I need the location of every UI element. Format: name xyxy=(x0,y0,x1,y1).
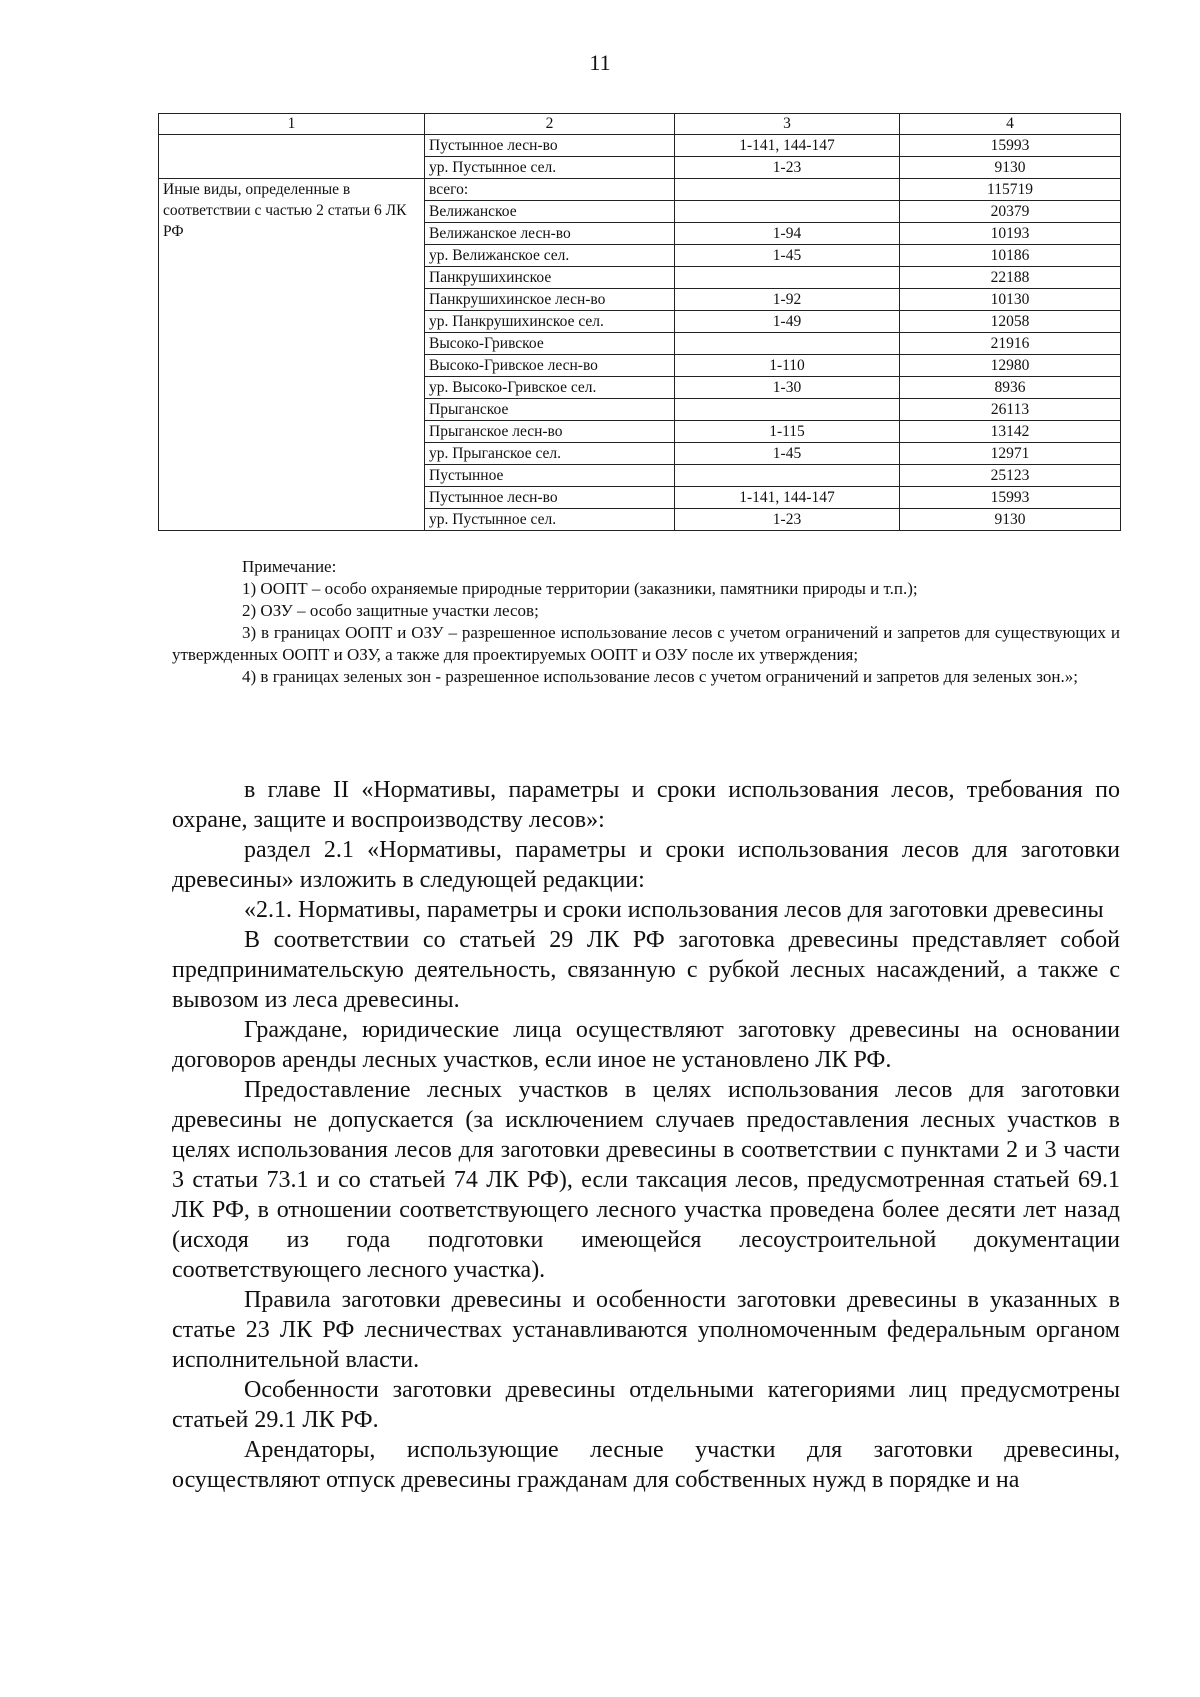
table-cell: 20379 xyxy=(900,201,1121,223)
table-category-cell: Иные виды, определенные в соответствии с частью 2 статьи 6 ЛК РФ xyxy=(159,179,425,531)
body-paragraph: В соответствии со статьей 29 ЛК РФ заготовка древесины представляет собой предпринимательскую деятельность, связанную с рубкой лесных насаждений, а также с вывозом из леса древесины. xyxy=(172,927,1120,1013)
notes-title: Примечание: xyxy=(242,557,337,576)
table-cell: Высоко-Гривское xyxy=(425,333,675,355)
table-cell: 10130 xyxy=(900,289,1121,311)
note-item: 1) ООПТ – особо охраняемые природные территории (заказники, памятники природы и т.п.); xyxy=(242,579,918,598)
body-text xyxy=(172,775,1120,1495)
notes-section xyxy=(172,556,1120,688)
table-cell: 1-45 xyxy=(675,443,900,465)
body-paragraph: в главе II «Нормативы, параметры и сроки использования лесов, требования по охране, защите и воспроизводству лесов»: xyxy=(172,777,1120,833)
section-heading: «2.1. Нормативы, параметры и сроки использования лесов для заготовки древесины xyxy=(244,897,1104,923)
table-cell: 1-141, 144-147 xyxy=(675,135,900,157)
body-paragraph: Арендаторы, использующие лесные участки для заготовки древесины, осуществляют отпуск древесины гражданам для собственных нужд в порядке и на xyxy=(172,1437,1120,1493)
table-cell: 1-110 xyxy=(675,355,900,377)
table-cell: ур. Пустынное сел. xyxy=(425,509,675,531)
body-paragraph: раздел 2.1 «Нормативы, параметры и сроки использования лесов для заготовки древесины» изложить в следующей редакции: xyxy=(172,837,1120,893)
table-header-cell: 1 xyxy=(159,114,425,135)
table-cell: 21916 xyxy=(900,333,1121,355)
table-cell: ур. Велижанское сел. xyxy=(425,245,675,267)
table-cell: 12971 xyxy=(900,443,1121,465)
body-paragraph: Правила заготовки древесины и особенности заготовки древесины в указанных в статье 23 ЛК РФ лесничествах устанавливаются уполномоченным федеральным органом исполнительной власти. xyxy=(172,1287,1120,1373)
table-cell: ур. Прыганское сел. xyxy=(425,443,675,465)
table-cell: 1-92 xyxy=(675,289,900,311)
table-cell: 1-30 xyxy=(675,377,900,399)
table-cell: Панкрушихинское лесн-во xyxy=(425,289,675,311)
table-empty-cell xyxy=(159,135,425,179)
table-cell: 13142 xyxy=(900,421,1121,443)
table-cell: ур. Панкрушихинское сел. xyxy=(425,311,675,333)
table-header-row xyxy=(159,114,1121,135)
note-item: 3) в границах ООПТ и ОЗУ – разрешенное использование лесов с учетом ограничений и запретов для существующих и утвержденных ООПТ и ОЗУ, а также для проектируемых ООПТ и ОЗУ после их утверждения; xyxy=(172,623,1120,664)
table-cell: 10193 xyxy=(900,223,1121,245)
table-cell: 8936 xyxy=(900,377,1121,399)
table-cell xyxy=(675,267,900,289)
table-cell: Велижанское лесн-во xyxy=(425,223,675,245)
table-cell: 12980 xyxy=(900,355,1121,377)
table-cell: 9130 xyxy=(900,157,1121,179)
table-cell: 115719 xyxy=(900,179,1121,201)
page-number: 11 xyxy=(589,50,611,75)
table-cell: Прыганское xyxy=(425,399,675,421)
table-cell: Пустынное лесн-во xyxy=(425,487,675,509)
table-cell xyxy=(675,201,900,223)
forest-areas-table xyxy=(158,113,1121,531)
table-cell: 10186 xyxy=(900,245,1121,267)
table-cell: 26113 xyxy=(900,399,1121,421)
table-cell: Высоко-Гривское лесн-во xyxy=(425,355,675,377)
table-cell: 15993 xyxy=(900,135,1121,157)
table-cell: 22188 xyxy=(900,267,1121,289)
table-cell: 1-23 xyxy=(675,157,900,179)
table-cell: ур. Высоко-Гривское сел. xyxy=(425,377,675,399)
table-cell: 1-94 xyxy=(675,223,900,245)
table-cell: 1-141, 144-147 xyxy=(675,487,900,509)
table-cell: Велижанское xyxy=(425,201,675,223)
table-header-cell: 2 xyxy=(425,114,675,135)
table-cell xyxy=(675,333,900,355)
table-header-cell: 4 xyxy=(900,114,1121,135)
table-header-cell: 3 xyxy=(675,114,900,135)
table-cell xyxy=(675,465,900,487)
table-cell: 25123 xyxy=(900,465,1121,487)
table-cell: 1-115 xyxy=(675,421,900,443)
table-cell: Пустынное xyxy=(425,465,675,487)
body-paragraph: Предоставление лесных участков в целях использования лесов для заготовки древесины не допускается (за исключением случаев предоставления лесных участков в целях использования лесов для заготовки древесины в соответствии с пунктами 2 и 3 части 3 статьи 73.1 и со статьей 74 ЛК РФ), если таксация лесов, предусмотренная статьей 69.1 ЛК РФ, в отношении соответствующего лесного участка проведена более десяти лет назад (исходя из года подготовки имеющейся лесоустроительной документации соответствующего лесного участка). xyxy=(172,1077,1120,1283)
table-cell: 9130 xyxy=(900,509,1121,531)
note-item: 2) ОЗУ – особо защитные участки лесов; xyxy=(242,601,539,620)
body-paragraph: Особенности заготовки древесины отдельными категориями лиц предусмотрены статьей 29.1 ЛК РФ. xyxy=(172,1377,1120,1433)
table-cell: всего: xyxy=(425,179,675,201)
table-cell xyxy=(675,399,900,421)
table-cell: ур. Пустынное сел. xyxy=(425,157,675,179)
table-cell: 15993 xyxy=(900,487,1121,509)
table-cell: Панкрушихинское xyxy=(425,267,675,289)
table-row xyxy=(159,135,1121,157)
note-item: 4) в границах зеленых зон - разрешенное использование лесов с учетом ограничений и запретов для зеленых зон.»; xyxy=(242,667,1078,686)
table-cell: 1-49 xyxy=(675,311,900,333)
body-paragraph: Граждане, юридические лица осуществляют заготовку древесины на основании договоров аренды лесных участков, если иное не установлено ЛК РФ. xyxy=(172,1017,1120,1073)
table-cell: Пустынное лесн-во xyxy=(425,135,675,157)
table-cell: 1-45 xyxy=(675,245,900,267)
table-cell: 12058 xyxy=(900,311,1121,333)
table-cell xyxy=(675,179,900,201)
table-cell: 1-23 xyxy=(675,509,900,531)
table-row xyxy=(159,179,1121,201)
table-cell: Прыганское лесн-во xyxy=(425,421,675,443)
